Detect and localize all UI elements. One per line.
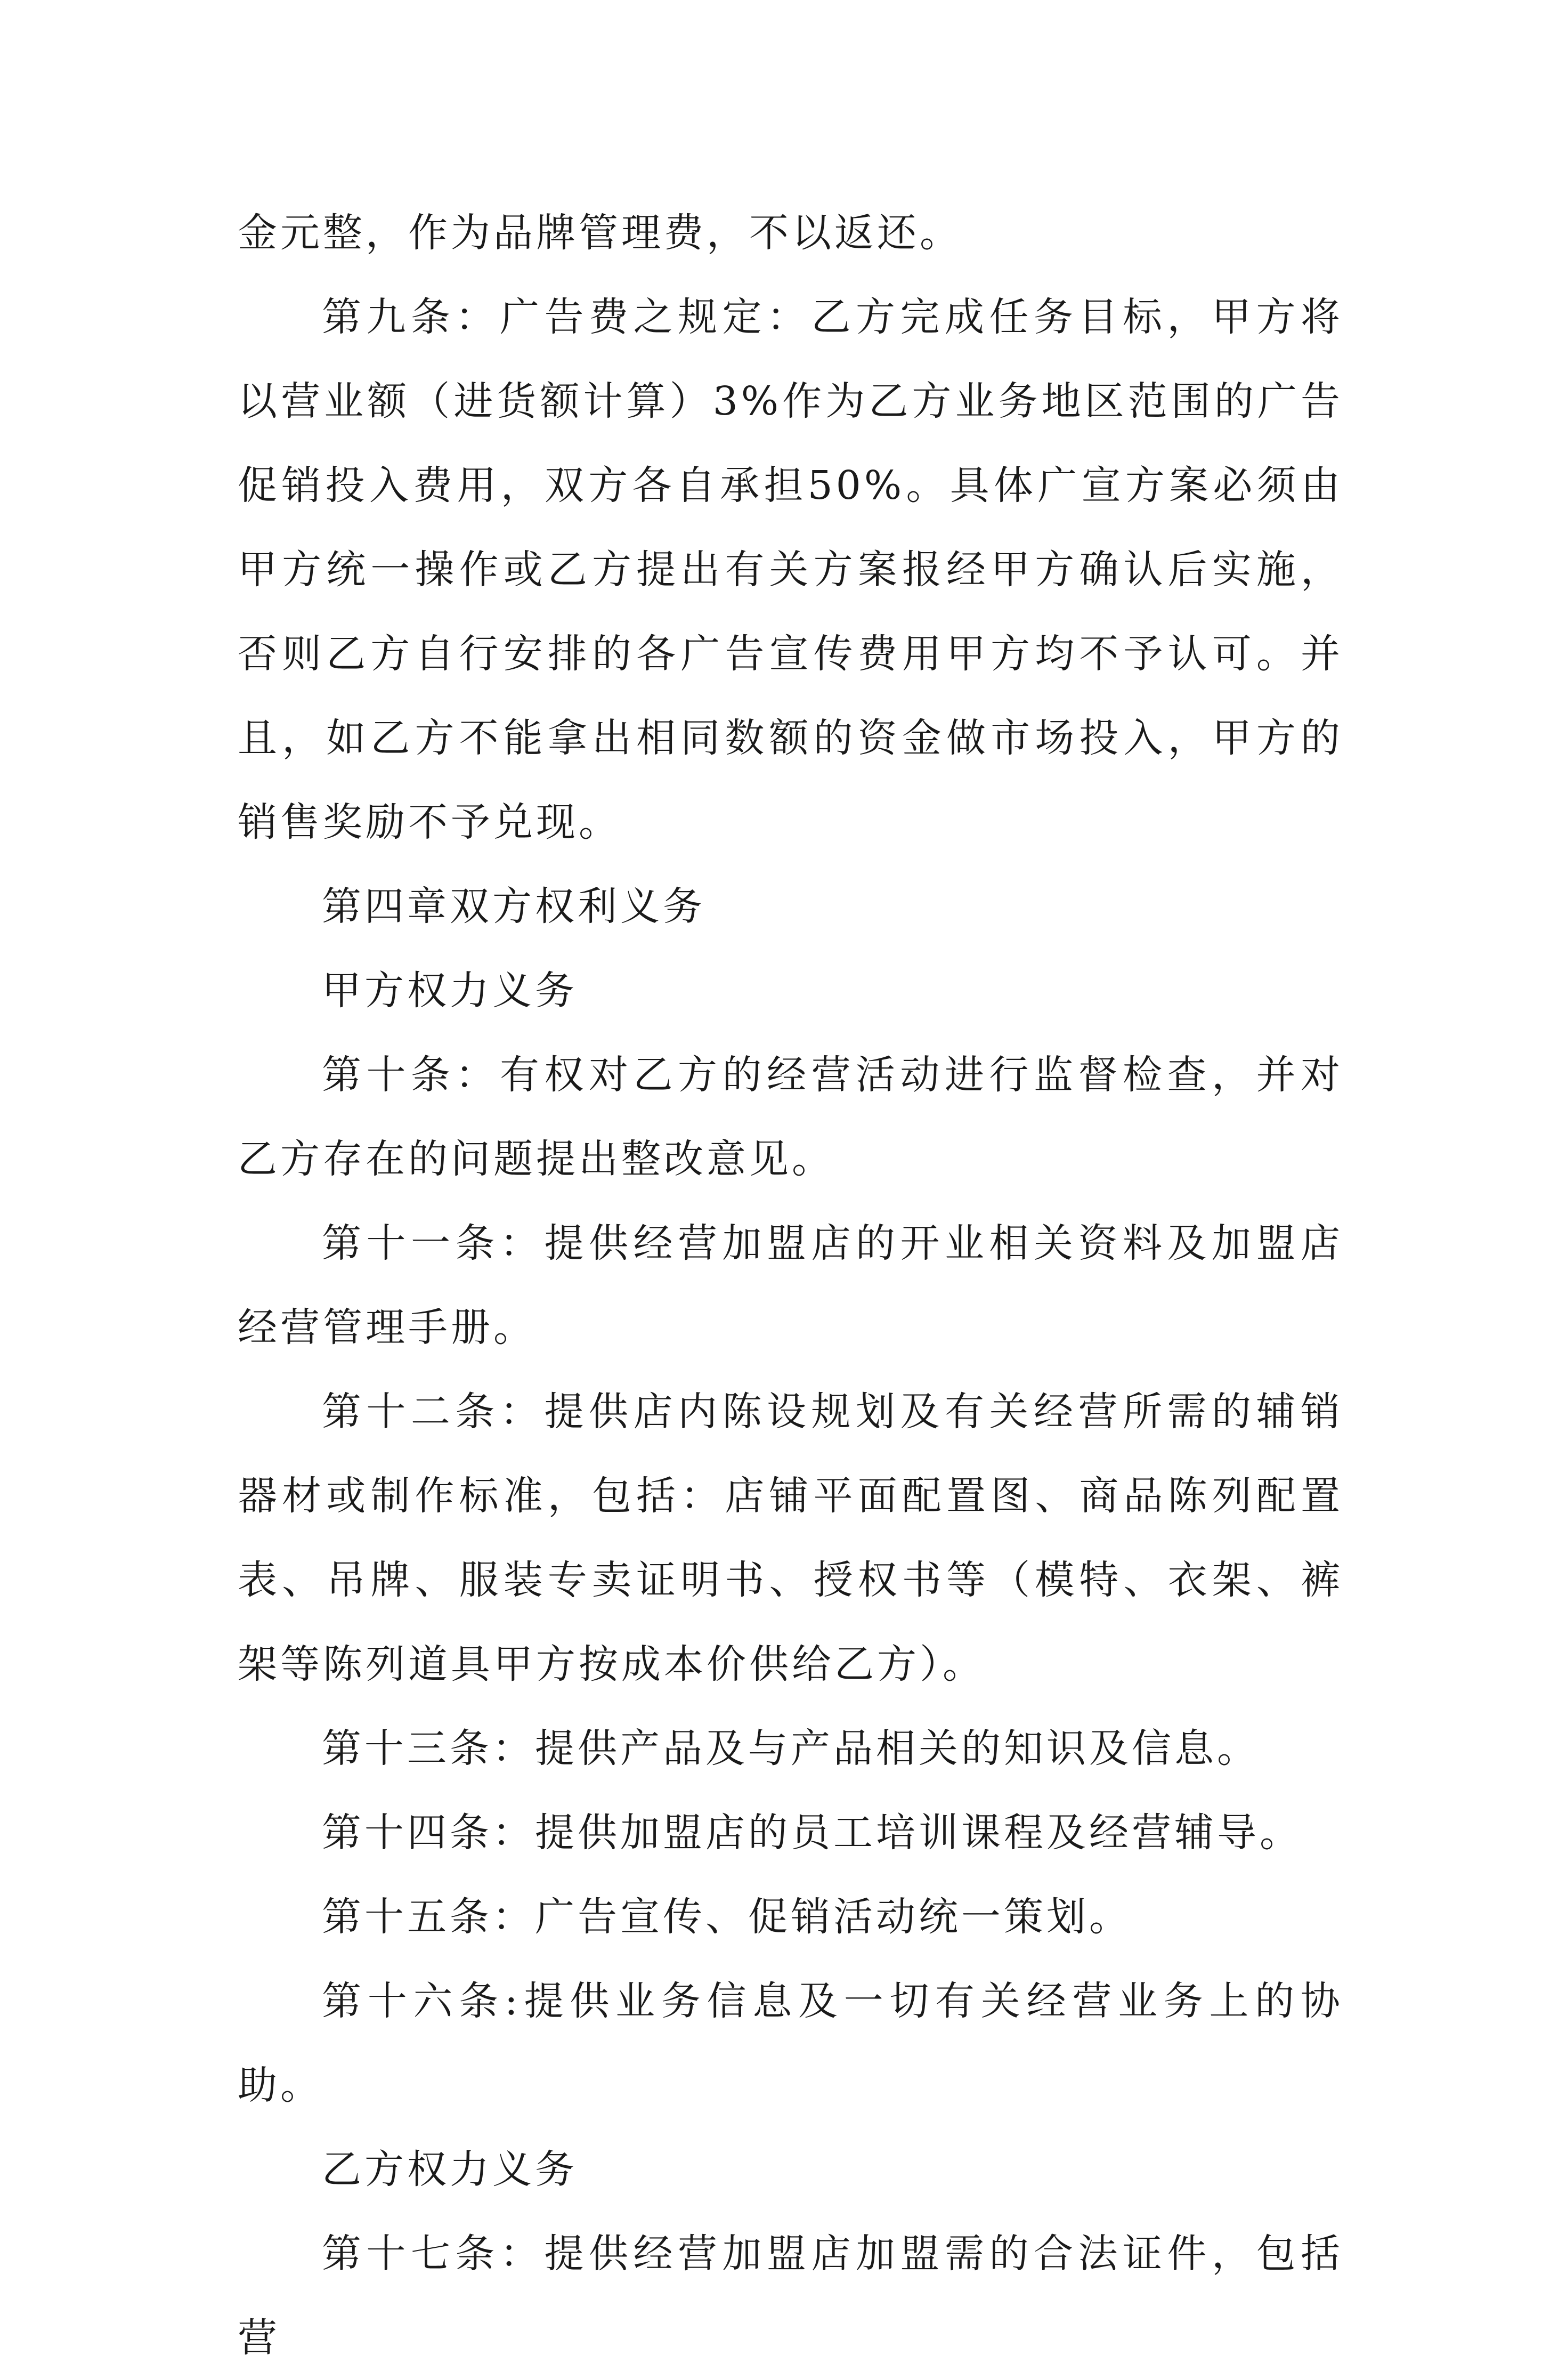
article-9-advertising-fee: 第九条：广告费之规定：乙方完成任务目标，甲方将以营业额（进货额计算）3%作为乙方业务地区范围的广告促销投入费用，双方各自承担50%。具体广宣方案必须由甲方统一操作或乙方提出有关方案报经甲方确认后实施，否则乙方自行安排的各广告宣传费用甲方均不予认可。并且，如乙方不能拿出相同数额的资金做市场投入，甲方的销售奖励不予兑现。	[238, 294, 1343, 845]
paragraph-continuation: 金元整，作为品牌管理费，不以返还。	[238, 210, 962, 256]
document-body	[238, 191, 1343, 2380]
article-17: 第十七条：提供经营加盟店加盟需的合法证件，包括营	[238, 2231, 1343, 2361]
chapter-4-heading: 第四章双方权利义务	[322, 884, 705, 929]
article-10: 第十条：有权对乙方的经营活动进行监督检查，并对乙方存在的问题提出整改意见。	[238, 1052, 1343, 1182]
party-a-rights-heading: 甲方权力义务	[322, 968, 578, 1014]
article-11: 第十一条：提供经营加盟店的开业相关资料及加盟店经营管理手册。	[238, 1220, 1343, 1350]
article-14: 第十四条：提供加盟店的员工培训课程及经营辅导。	[322, 1810, 1302, 1856]
article-12: 第十二条：提供店内陈设规划及有关经营所需的辅销器材或制作标准，包括：店铺平面配置图、商品陈列配置表、吊牌、服装专卖证明书、授权书等（模特、衣架、裤架等陈列道具甲方按成本价供给乙方）。	[238, 1389, 1343, 1687]
article-16: 第十六条:提供业务信息及一切有关经营业务上的协助。	[238, 1978, 1343, 2108]
article-15: 第十五条：广告宣传、促销活动统一策划。	[322, 1894, 1132, 1940]
party-b-rights-heading: 乙方权力义务	[322, 2147, 578, 2192]
article-13: 第十三条：提供产品及与产品相关的知识及信息。	[322, 1726, 1260, 1771]
